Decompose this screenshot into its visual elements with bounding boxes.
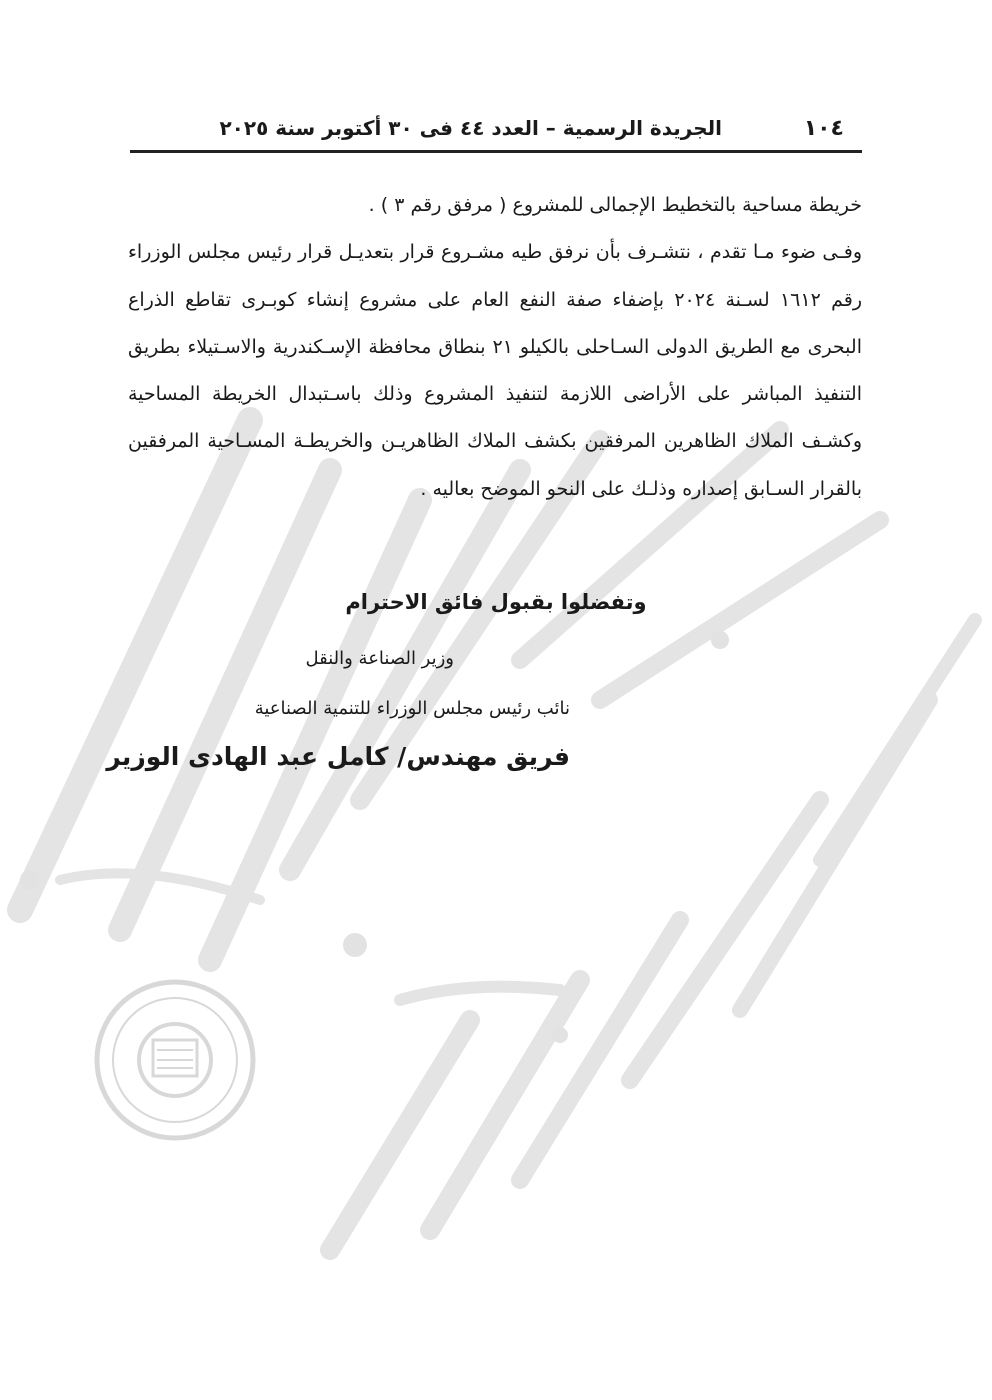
letter-body [128, 182, 862, 513]
watermark-dot [343, 933, 367, 957]
watermark-stroke [210, 500, 420, 960]
watermark-dot [20, 870, 40, 890]
page-header [130, 110, 862, 153]
signatory-name: فريق مهندس/ كامل عبد الهادى الوزير [106, 742, 570, 771]
watermark-stroke [520, 920, 680, 1180]
paragraph-main: وفـى ضوء مـا تقدم ، نتشـرف بأن نرفق طيه مشـروع قرار بتعديـل قرار رئيس مجلس الوزراء رقم ١٦١٢ لسـنة ٢٠٢٤ بإضفاء صفة النفع العام على مشروع إنشاء كوبـرى تقاطع الذراع البحرى مع الطريق الدولى السـاحلى بالكيلو ٢١ بنطاق محافظة الإسـكندرية والاسـتيلاء بطريق التنفيذ المباشر على الأراضى اللازمة لتنفيذ المشروع وذلك باسـتبدال الخريطة المساحية وكشـف الملاك الظاهرين المرفقين بكشف الملاك الظاهريـن والخريطـة المسـاحية المرفقين بالقرار السـابق إصداره وذلـك على النحو الموضح بعاليه . [128, 241, 862, 500]
page-number: ١٠٤ [803, 116, 844, 141]
watermark-stroke [400, 987, 560, 1000]
running-title: الجريدة الرسمية – العدد ٤٤ فى ٣٠ أكتوبر سنة ٢٠٢٥ [219, 116, 722, 140]
watermark-dot [552, 1027, 568, 1043]
watermark-dot [711, 631, 729, 649]
watermark-stroke [330, 1020, 470, 1250]
watermark-stroke [630, 800, 820, 1080]
seal-emblem [97, 982, 253, 1138]
closing-line: وتفضلوا بقبول فائق الاحترام [345, 590, 647, 614]
watermark-stroke [60, 873, 260, 900]
watermark-stroke [820, 620, 975, 860]
watermark-stroke [290, 470, 520, 870]
paragraph-attachment: خريطة مساحية بالتخطيط الإجمالى للمشروع ( مرفق رقم ٣ ) . [368, 194, 862, 216]
deputy-title: نائب رئيس مجلس الوزراء للتنمية الصناعية [254, 698, 570, 719]
minister-title: وزير الصناعة والنقل [305, 648, 454, 669]
watermark-stroke [740, 700, 930, 1010]
watermark-stroke [430, 980, 580, 1230]
